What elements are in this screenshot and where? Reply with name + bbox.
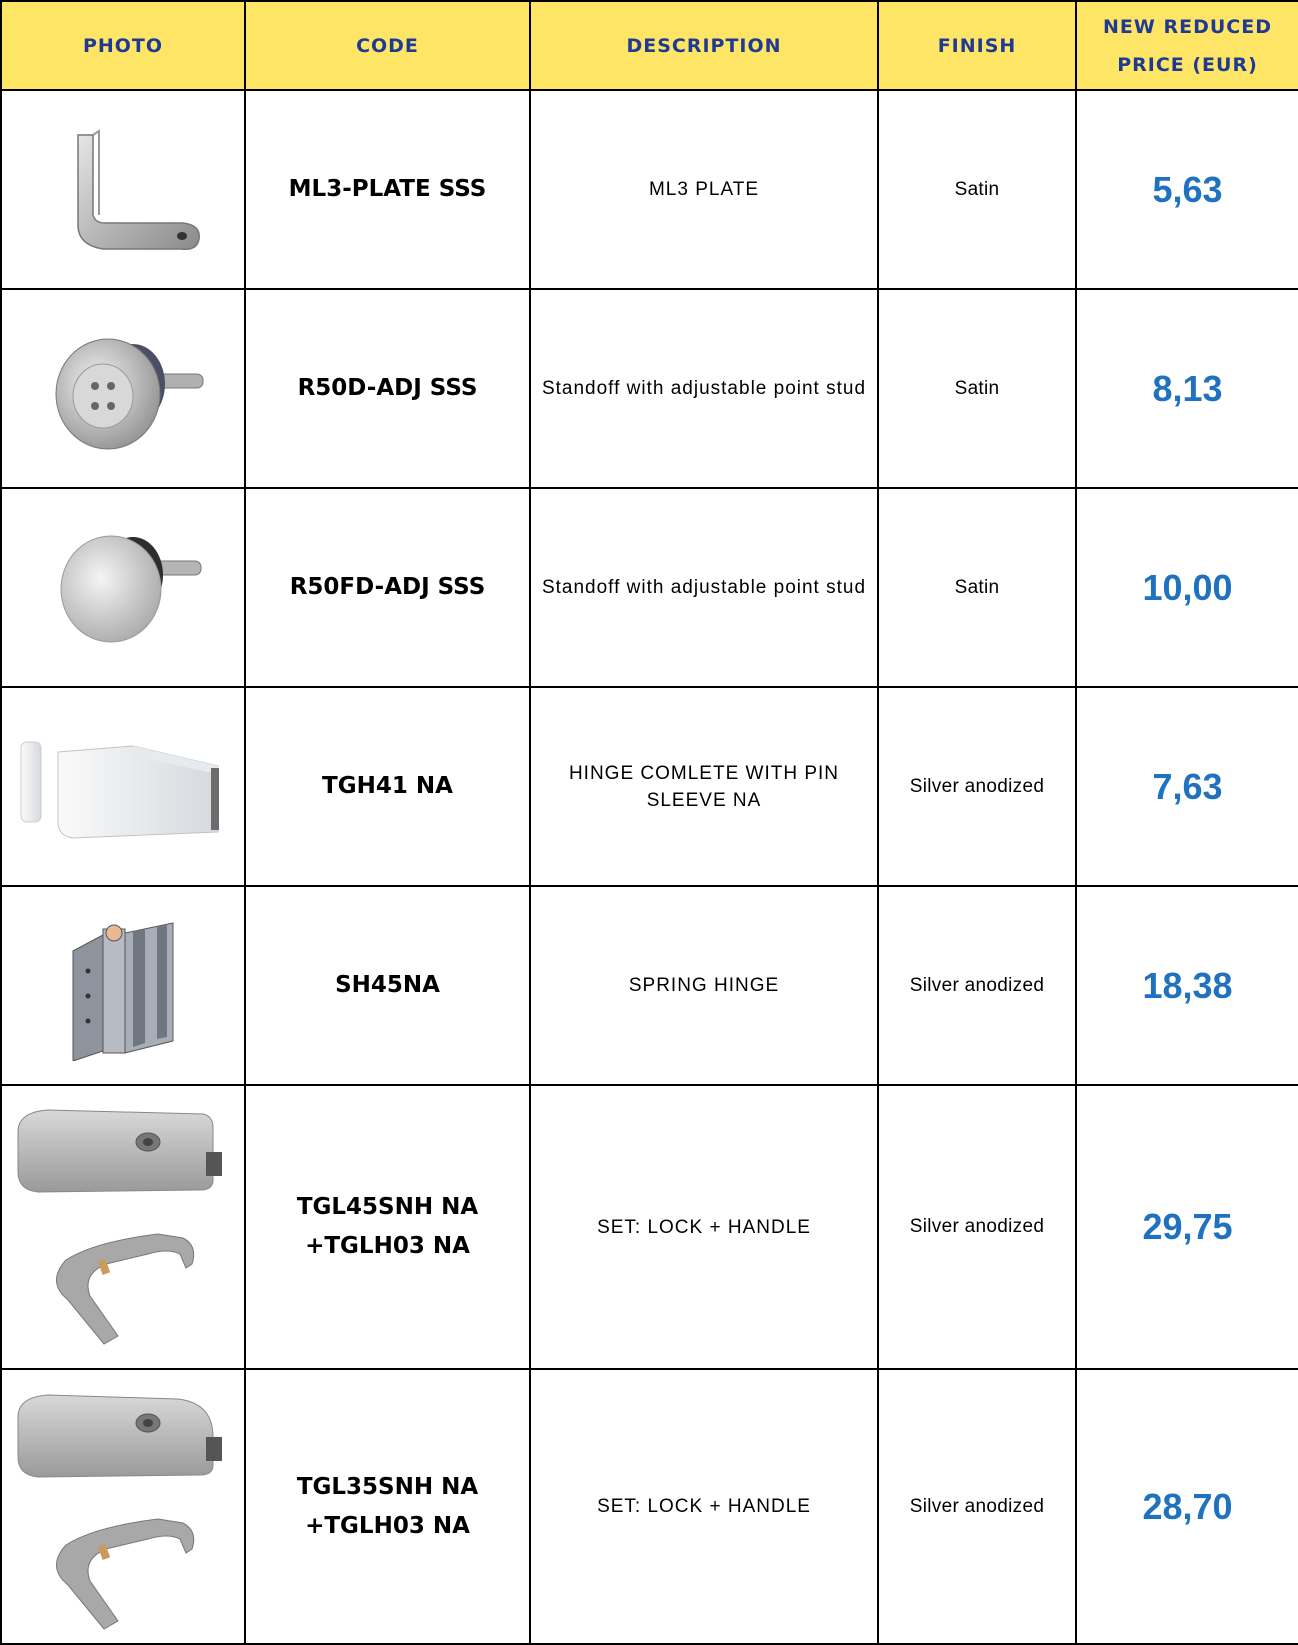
glass-hinge-icon — [13, 712, 233, 862]
photo-cell — [1, 289, 245, 488]
finish-cell: Silver anodized — [878, 1085, 1076, 1369]
finish-cell: Silver anodized — [878, 886, 1076, 1085]
description-cell: SPRING HINGE — [530, 886, 878, 1085]
code-cell: TGL35SNH NA +TGLH03 NA — [245, 1369, 530, 1644]
code-cell: SH45NA — [245, 886, 530, 1085]
table-row — [1, 488, 1298, 687]
finish-cell: Silver anodized — [878, 1369, 1076, 1644]
photo-cell — [1, 886, 245, 1085]
photo-cell — [1, 687, 245, 886]
table-row — [1, 1369, 1298, 1644]
description-cell: Standoff with adjustable point stud — [530, 488, 878, 687]
finish-cell: Silver anodized — [878, 687, 1076, 886]
standoff-four-hole-icon — [33, 314, 213, 464]
header-finish: FINISH — [878, 1, 1076, 90]
header-code: CODE — [245, 1, 530, 90]
price-cell: 28,70 — [1076, 1369, 1298, 1644]
lock-and-handle-icon — [8, 1092, 238, 1362]
header-price-line2: PRICE (EUR) — [1117, 53, 1258, 76]
description-cell: HINGE COMLETE WITH PIN SLEEVE NA — [530, 687, 878, 886]
table-row — [1, 289, 1298, 488]
header-photo: PHOTO — [1, 1, 245, 90]
table-row — [1, 1085, 1298, 1369]
code-cell: R50FD-ADJ SSS — [245, 488, 530, 687]
price-cell: 8,13 — [1076, 289, 1298, 488]
header-row — [1, 1, 1298, 90]
photo-cell — [1, 90, 245, 289]
finish-cell: Satin — [878, 488, 1076, 687]
price-cell: 7,63 — [1076, 687, 1298, 886]
table-row — [1, 886, 1298, 1085]
header-description: DESCRIPTION — [530, 1, 878, 90]
photo-cell — [1, 1369, 245, 1644]
code-cell: ML3-PLATE SSS — [245, 90, 530, 289]
code-cell: TGH41 NA — [245, 687, 530, 886]
price-cell: 29,75 — [1076, 1085, 1298, 1369]
price-cell: 10,00 — [1076, 488, 1298, 687]
spring-hinge-icon — [33, 911, 213, 1061]
photo-cell — [1, 1085, 245, 1369]
table-row — [1, 687, 1298, 886]
price-cell: 18,38 — [1076, 886, 1298, 1085]
code-cell: TGL45SNH NA +TGLH03 NA — [245, 1085, 530, 1369]
finish-cell: Satin — [878, 90, 1076, 289]
lock-and-handle-icon — [8, 1377, 238, 1637]
description-cell: Standoff with adjustable point stud — [530, 289, 878, 488]
l-bracket-plate-icon — [33, 115, 213, 265]
code-cell: R50D-ADJ SSS — [245, 289, 530, 488]
price-cell: 5,63 — [1076, 90, 1298, 289]
finish-cell: Satin — [878, 289, 1076, 488]
description-cell: SET: LOCK + HANDLE — [530, 1369, 878, 1644]
description-cell: ML3 PLATE — [530, 90, 878, 289]
header-price — [1076, 1, 1298, 90]
description-cell: SET: LOCK + HANDLE — [530, 1085, 878, 1369]
standoff-flat-icon — [33, 513, 213, 663]
photo-cell — [1, 488, 245, 687]
header-price-line1: NEW REDUCED — [1103, 15, 1272, 38]
table-row — [1, 90, 1298, 289]
